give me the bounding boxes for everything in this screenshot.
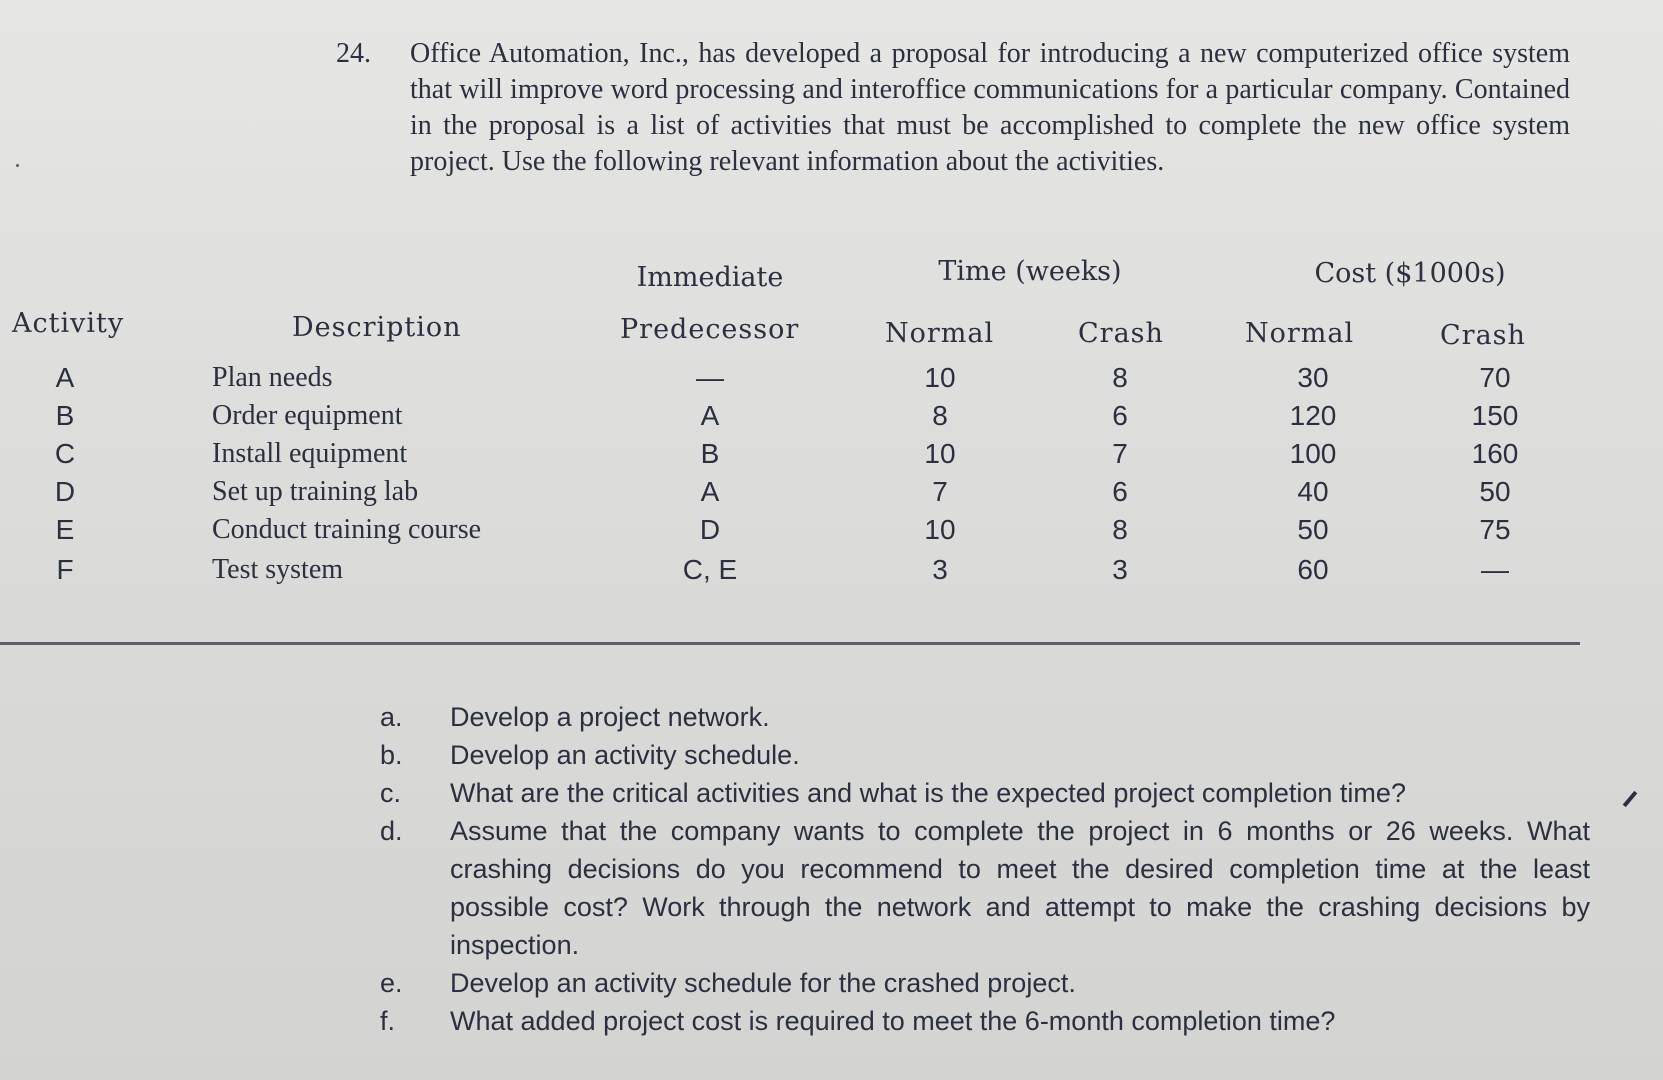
header-activity: Activity <box>12 308 125 339</box>
question-item <box>380 812 1590 964</box>
cell-cost-crash: 70 <box>1479 362 1511 393</box>
table-row <box>0 554 1663 592</box>
question-item <box>380 736 1590 774</box>
cell-activity: D <box>54 476 76 507</box>
cell-predecessor: A <box>700 400 720 431</box>
table-row <box>0 400 1663 438</box>
question-item <box>380 774 1590 812</box>
header-predecessor-line1: Immediate <box>636 262 784 293</box>
cell-cost-normal: 30 <box>1297 362 1329 393</box>
question-letter: b. <box>380 740 403 770</box>
question-letter: d. <box>380 816 403 846</box>
cell-description: Install equipment <box>212 438 408 469</box>
cell-time-crash: 7 <box>1112 438 1128 469</box>
cell-time-normal: 10 <box>924 362 956 393</box>
cell-activity: F <box>56 554 74 585</box>
table-row <box>0 438 1663 476</box>
cell-cost-normal: 120 <box>1289 400 1337 431</box>
question-letter: f. <box>380 1006 396 1036</box>
question-text: What added project cost is required to meet the 6-month completion time? <box>450 1006 1336 1036</box>
cell-time-normal: 10 <box>924 514 956 545</box>
table-row <box>0 362 1663 400</box>
question-item <box>380 1002 1590 1040</box>
header-description: Description <box>292 312 462 343</box>
pen-tick-mark <box>1623 791 1638 807</box>
cell-time-crash: 8 <box>1112 514 1128 545</box>
cell-predecessor: B <box>700 438 720 469</box>
question-list <box>380 698 1590 1040</box>
cell-description: Test system <box>212 554 344 585</box>
question-text: Develop an activity schedule. <box>450 740 800 770</box>
cell-description: Conduct training course <box>212 514 482 545</box>
cell-cost-crash: 50 <box>1479 476 1511 507</box>
cell-description: Order equipment <box>212 400 403 431</box>
header-cost-crash: Crash <box>1440 320 1526 351</box>
cell-cost-normal: 40 <box>1297 476 1329 507</box>
cell-cost-crash: 75 <box>1479 514 1511 545</box>
question-item <box>380 964 1590 1002</box>
question-item <box>380 698 1590 736</box>
cell-time-normal: 10 <box>924 438 956 469</box>
problem-number: 24. <box>336 38 371 69</box>
table-row <box>0 476 1663 514</box>
cell-activity: C <box>54 438 76 469</box>
cell-cost-normal: 100 <box>1289 438 1337 469</box>
cell-predecessor: A <box>700 476 720 507</box>
question-text: Develop an activity schedule for the crashed project. <box>450 968 1076 998</box>
header-time-group: Time (weeks) <box>938 256 1122 287</box>
problem-statement <box>336 36 1576 180</box>
question-text: Develop a project network. <box>450 702 770 732</box>
cell-activity: E <box>55 514 75 545</box>
question-text: Assume that the company wants to complete the project in 6 months or 26 weeks. What crashing decisions do you recommend to meet the desired completion time at the least possible cost? Work through the network and attempt to make the crashing decisions by inspection. <box>450 816 1590 960</box>
cell-description: Plan needs <box>212 362 333 393</box>
question-text: What are the critical activities and what is the expected project completion time? <box>450 778 1406 808</box>
table-row <box>0 514 1663 552</box>
cell-cost-normal: 60 <box>1297 554 1329 585</box>
cell-cost-normal: 50 <box>1297 514 1329 545</box>
cell-time-crash: 6 <box>1112 476 1128 507</box>
cell-cost-crash: 150 <box>1471 400 1519 431</box>
header-cost-group: Cost ($1000s) <box>1314 258 1506 289</box>
problem-text: Office Automation, Inc., has developed a proposal for introducing a new computerized office system that will improve word processing and interoffice communications for a particular company. Contained in the proposal is a list of activities that must be accomplished to complete the new office system project. Use the following relevant information about the activities. <box>410 38 1570 177</box>
cell-time-crash: 6 <box>1112 400 1128 431</box>
cell-activity: A <box>55 362 75 393</box>
cell-time-normal: 8 <box>932 400 948 431</box>
cell-time-normal: 7 <box>932 476 948 507</box>
cell-predecessor: C, E <box>682 554 738 585</box>
header-predecessor-line2: Predecessor <box>620 314 800 345</box>
header-time-crash: Crash <box>1078 318 1164 349</box>
page-speck <box>16 164 19 167</box>
section-divider <box>0 642 1580 645</box>
cell-predecessor: D <box>699 514 721 545</box>
cell-description: Set up training lab <box>212 476 419 507</box>
header-time-normal: Normal <box>885 318 995 349</box>
cell-cost-crash: — <box>1481 554 1509 585</box>
header-cost-normal: Normal <box>1245 318 1355 349</box>
activity-table <box>0 256 1663 628</box>
cell-activity: B <box>55 400 75 431</box>
cell-time-crash: 8 <box>1112 362 1128 393</box>
question-letter: e. <box>380 968 403 998</box>
cell-cost-crash: 160 <box>1471 438 1519 469</box>
question-letter: a. <box>380 702 403 732</box>
cell-time-normal: 3 <box>932 554 948 585</box>
cell-predecessor: — <box>696 362 724 393</box>
cell-time-crash: 3 <box>1112 554 1128 585</box>
question-letter: c. <box>380 778 402 808</box>
